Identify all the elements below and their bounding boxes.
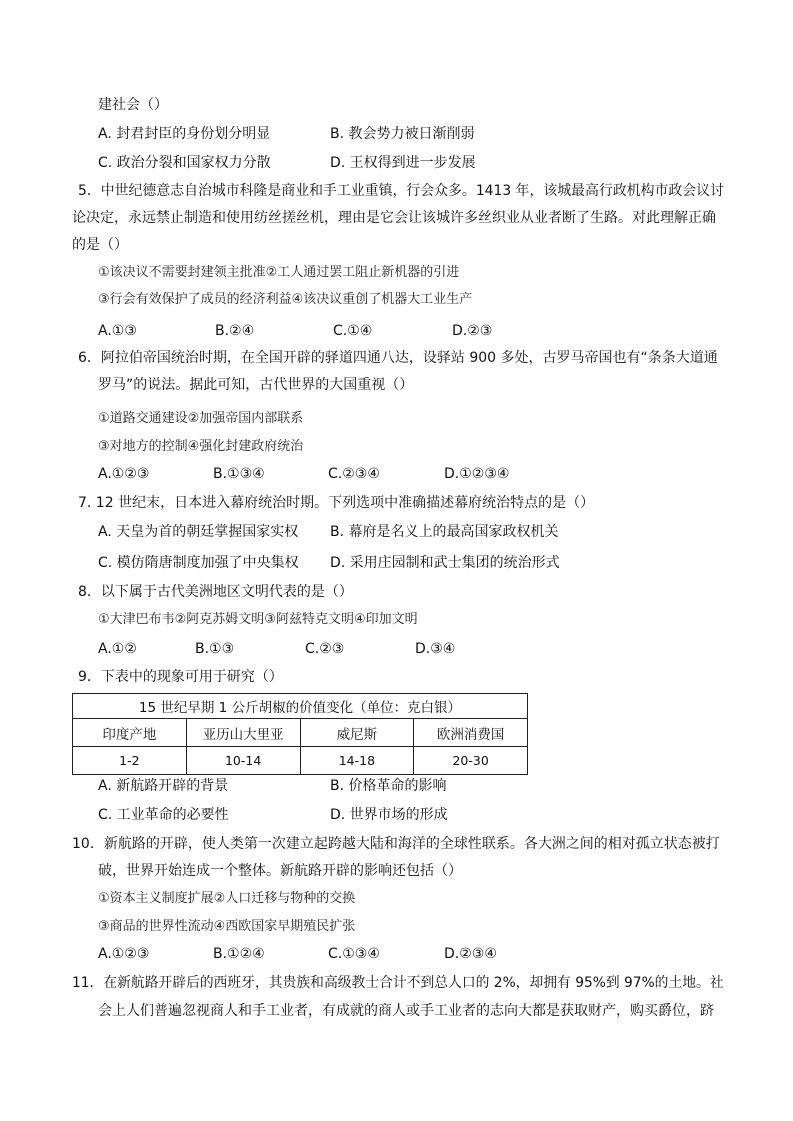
table-header-cell: 印度产地 xyxy=(73,719,187,747)
q8-option-b: B.①③ xyxy=(195,641,235,657)
q5-option-d: D.②③ xyxy=(452,323,493,339)
table-title: 15 世纪早期 1 公斤胡椒的价值变化（单位：克白银） xyxy=(73,694,528,719)
q11-stem-line2: 会上人们普遍忽视商人和手工业者，有成就的商人或手工业者的志向大都是获取财产，购买爵位，跻 xyxy=(98,1003,714,1019)
q6-stem-line2: 罗马”的说法。据此可知，古代世界的大国重视（） xyxy=(98,377,414,393)
q6-option-a: A.①②③ xyxy=(98,466,150,482)
q10-stem-line1: 10．新航路的开辟，使人类第一次建立起跨越大陆和海洋的全球性联系。各大洲之间的相对孤立状态被打 xyxy=(72,836,720,852)
q10-stem-line2: 破，世界开始连成一个整体。新航路开辟的影响还包括（） xyxy=(98,863,462,879)
q4-option-c: C. 政治分裂和国家权力分散 xyxy=(98,155,271,171)
table-header-cell: 欧洲消费国 xyxy=(414,719,528,747)
q10-option-a: A.①②③ xyxy=(98,946,150,962)
table-header-cell: 亚历山大里亚 xyxy=(186,719,300,747)
q11-stem-line1: 11．在新航路开辟后的西班牙，其贵族和高级教士合计不到总人口的 2%，却拥有 95%到 97%的土地。社 xyxy=(72,975,724,991)
q8-option-c: C.②③ xyxy=(305,641,345,657)
q6-statements-2: ③对地方的控制④强化封建政府统治 xyxy=(98,439,304,454)
table-value-cell: 1-2 xyxy=(73,747,187,775)
q5-stem-line1: 5．中世纪德意志自治城市科隆是商业和手工业重镇，行会众多。1413 年，该城最高行政机构市政会议讨 xyxy=(78,183,724,199)
q8-option-a: A.①② xyxy=(98,641,137,657)
q5-option-a: A.①③ xyxy=(98,323,137,339)
q7-option-c: C. 模仿隋唐制度加强了中央集权 xyxy=(98,555,299,571)
q6-option-b: B.①③④ xyxy=(213,466,265,482)
table-header-cell: 威尼斯 xyxy=(300,719,414,747)
q6-statements-1: ①道路交通建设②加强帝国内部联系 xyxy=(98,411,304,426)
q10-statements-2: ③商品的世界性流动④西欧国家早期殖民扩张 xyxy=(98,919,356,934)
q7-option-d: D. 采用庄园制和武士集团的统治形式 xyxy=(330,555,560,571)
q5-statements-1: ①该决议不需要封建领主批准②工人通过罢工阻止新机器的引进 xyxy=(98,265,460,280)
q8-option-d: D.③④ xyxy=(415,641,456,657)
q6-stem-line1: 6．阿拉伯帝国统治时期，在全国开辟的驿道四通八达，设驿站 900 多处，古罗马帝国也有“条条大道通 xyxy=(78,350,718,366)
q6-option-c: C.②③④ xyxy=(328,466,380,482)
q5-statements-2: ③行会有效保护了成员的经济利益④该决议重创了机器大工业生产 xyxy=(98,292,473,307)
q7-stem: 7. 12 世纪末，日本进入幕府统治时期。下列选项中准确描述幕府统治特点的是（） xyxy=(78,495,595,511)
q10-statements-1: ①资本主义制度扩展②人口迁移与物种的交换 xyxy=(98,891,356,906)
q9-option-a: A. 新航路开辟的背景 xyxy=(98,778,229,794)
q9-stem: 9．下表中的现象可用于研究（） xyxy=(78,669,283,685)
q4-stem: 建社会（） xyxy=(98,97,168,113)
q5-option-c: C.①④ xyxy=(333,323,373,339)
q7-option-b: B. 幕府是名义上的最高国家政权机关 xyxy=(330,524,559,540)
q5-option-b: B.②④ xyxy=(215,323,255,339)
q5-stem-line3: 的是（） xyxy=(72,237,128,253)
q10-option-c: C.①③④ xyxy=(328,946,380,962)
q7-option-a: A. 天皇为首的朝廷掌握国家实权 xyxy=(98,524,299,540)
q8-statements: ①大津巴布韦②阿克苏姆文明③阿兹特克文明④印加文明 xyxy=(98,612,418,627)
q10-option-d: D.②③④ xyxy=(444,946,497,962)
table-value-cell: 14-18 xyxy=(300,747,414,775)
q4-option-a: A. 封君封臣的身份划分明显 xyxy=(98,126,271,142)
table-value-cell: 20-30 xyxy=(414,747,528,775)
q5-stem-line2: 论决定，永远禁止制造和使用纺丝搓丝机，理由是它会让该城许多丝织业从业者断了生路。对此理解正确 xyxy=(72,210,716,226)
q4-option-b: B. 教会势力被日渐削弱 xyxy=(330,126,475,142)
table-value-cell: 10-14 xyxy=(186,747,300,775)
q6-option-d: D.①②③④ xyxy=(444,466,510,482)
q9-option-b: B. 价格革命的影响 xyxy=(330,778,447,794)
q4-option-d: D. 王权得到进一步发展 xyxy=(330,155,476,171)
q10-option-b: B.①②④ xyxy=(213,946,265,962)
q8-stem: 8．以下属于古代美洲地区文明代表的是（） xyxy=(78,584,353,600)
q9-option-c: C. 工业革命的必要性 xyxy=(98,807,229,823)
pepper-price-table xyxy=(72,693,528,775)
q9-option-d: D. 世界市场的形成 xyxy=(330,807,448,823)
